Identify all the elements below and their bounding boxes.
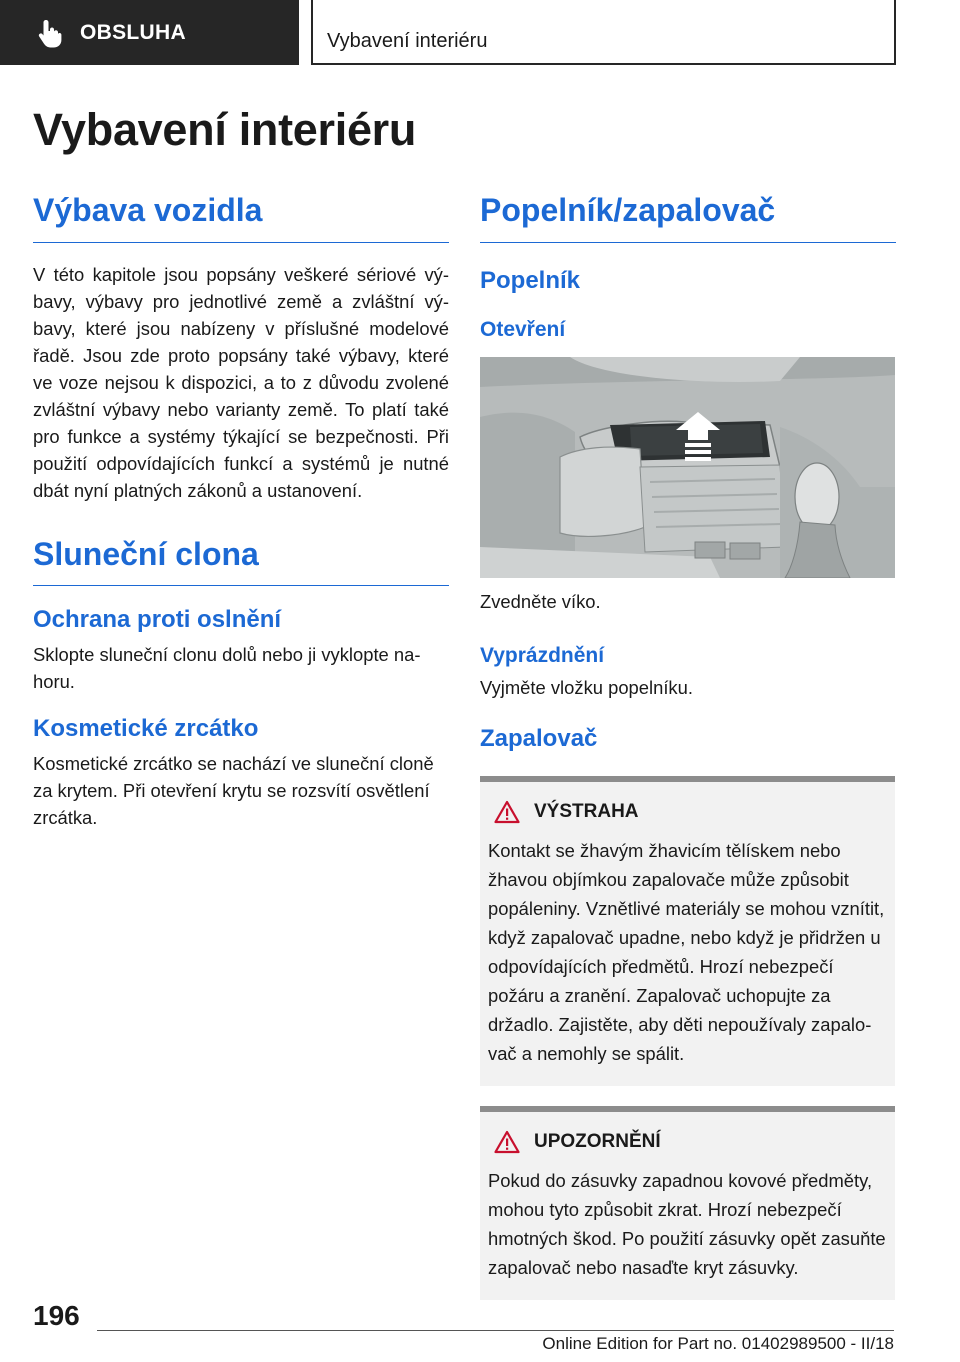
- chapter-label: Vybavení interiéru: [327, 30, 488, 52]
- footer-edition: Online Edition for Part no. 01402989500 - II/18: [542, 1334, 894, 1353]
- subsection-text-zrcatko: Kosmetické zrcátko se nachází ve sluneční cloně za krytem. Při otevření krytu se rozsvítí osvětlení zrcátka.: [33, 752, 434, 828]
- subsubsection-text-vyprazdneni: Vyjměte vložku popelníku.: [480, 676, 693, 698]
- subsubsection-title-vyprazdneni: Vyprázdnění: [480, 643, 605, 667]
- warning-triangle-icon: [494, 1130, 520, 1154]
- section-title-popelnik-zapalovac: Popelník/zapalovač: [480, 190, 896, 243]
- subsection-title-zapalovac: Zapalovač: [480, 724, 598, 752]
- subsection-title-popelnik: Popelník: [480, 266, 581, 294]
- subsubsection-title-otevreni: Otevření: [480, 318, 566, 342]
- notice-label: UPOZORNĚNÍ: [534, 1130, 661, 1152]
- chapter-tab: [311, 0, 896, 65]
- footer-divider: [97, 1330, 894, 1331]
- warning-callout: [480, 776, 895, 1086]
- left-column: [33, 190, 449, 831]
- notice-callout: [480, 1106, 895, 1300]
- subsection-text-ochrana: Sklopte sluneční clonu dolů nebo ji vyklopte nahoru.: [33, 643, 421, 692]
- subsection-title-ochrana: Ochrana proti oslnění: [33, 606, 282, 634]
- subsection-title-zrcatko: Kosmetické zrcátko: [33, 714, 259, 742]
- page-title: Vybavení interiéru: [33, 104, 417, 155]
- notice-text: Pokud do zásuvky zapadnou kovové předměty, mohou tyto způsobit zkrat. Hrozí nebezpečí hmotných škod. Po použití zásuvky opět zasuňte zapalovač nebo nasaďte kryt zásuvky.: [488, 1169, 886, 1278]
- section-text-vybava: V této kapitole jsou popsány veškeré sériové výbavy, výbavy pro jednotlivé země a zvláštní výbavy, které jsou nabízeny v příslušné modelové řadě. Jsou zde proto popsány také výbavy, které ve voze nejsou k dispozici, a to z důvodu zvolené zvláštní výbavy nebo varianty země. To platí také pro funkce a systémy týkající se bezpečnosti. Při použití odpovídajících funkcí a systémů je nutné dbát nyní platných zákonů a ustanovení.: [33, 263, 449, 501]
- warning-text: Kontakt se žhavým žhavicím tělískem nebo žhavou objímkou zapalovače může způsobit popáleniny. Vznětlivé materiály se mohou vznítit, když zapalovač upadne, nebo když je přidržen u odpovídajících předmětů. Hrozí nebezpečí požáru a zranění. Zapalovač uchopujte za držadlo. Zajistěte, aby děti nepoužívaly zapalovač a nemohly se spálit.: [488, 839, 885, 1064]
- right-column: [480, 190, 896, 1300]
- notice-header: [494, 1130, 887, 1154]
- section-label: OBSLUHA: [80, 20, 186, 44]
- section-tab: [0, 0, 299, 65]
- page-number: 196: [33, 1300, 80, 1331]
- section-title-vybava: Výbava vozidla: [33, 190, 449, 243]
- warning-label: VÝSTRAHA: [534, 800, 639, 822]
- ashtray-illustration: [480, 357, 895, 578]
- warning-header: [494, 800, 887, 824]
- hand-pointer-icon: [38, 18, 66, 48]
- figure-caption: Zvedněte víko.: [480, 590, 601, 612]
- warning-triangle-icon: [494, 800, 520, 824]
- section-title-slunecni-clona: Sluneční clona: [33, 534, 449, 587]
